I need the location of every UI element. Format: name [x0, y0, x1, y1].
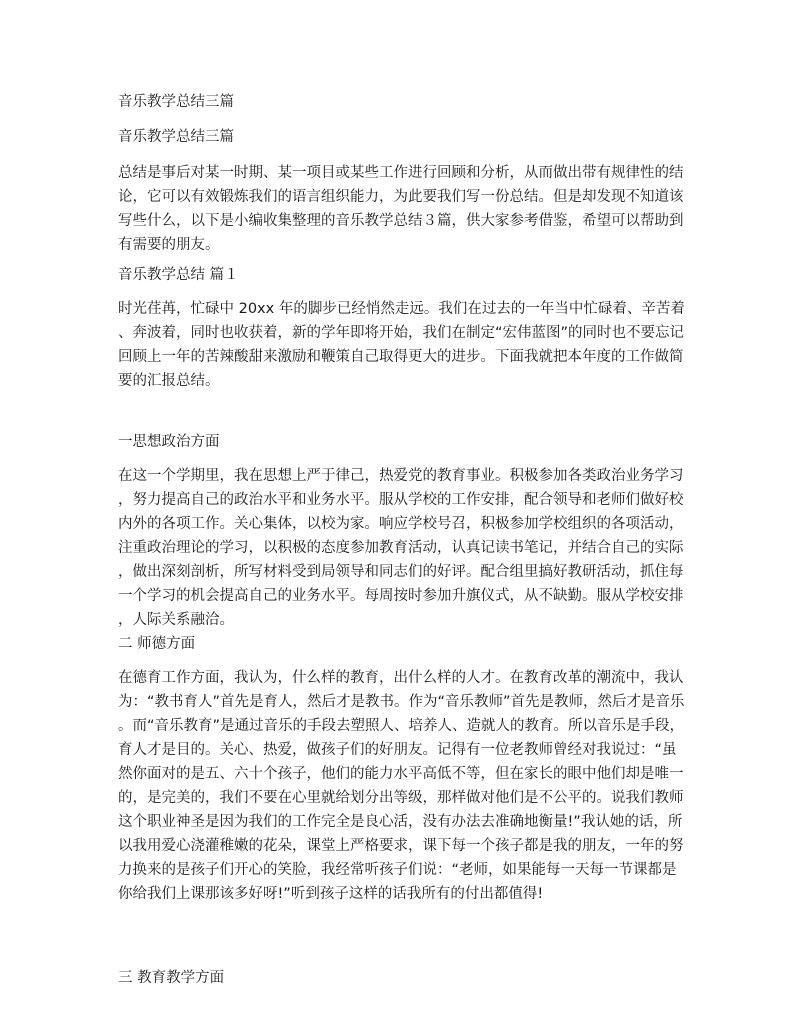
intro-line: 有需要的朋友。 [118, 237, 220, 253]
document-subtitle: 音乐教学总结三篇 [118, 129, 234, 145]
section1-line: 一个学习的机会提高自己的业务水平。每周按时参加升旗仪式，从不缺勤。服从学校安排 [118, 588, 684, 604]
section2-heading: 二 师德方面 [118, 636, 196, 652]
section1-line: 内外的各项工作。关心集体，以校为家。响应学校号召，积极参加学校组织的各项活动， [118, 516, 684, 532]
intro-line: 写些什么，以下是小编收集整理的音乐教学总结３篇，供大家参考借鉴，希望可以帮助到 [118, 213, 684, 229]
section1-line: 在这一个学期里，我在思想上严于律己，热爱党的教育事业。积极参加各类政治业务学习 [118, 468, 684, 484]
section2-line: 这个职业神圣是因为我们的工作完全是良心活，没有办法去准确地衡量!”我认她的话，所 [118, 814, 683, 830]
part1-title: 音乐教学总结 篇１ [118, 267, 239, 283]
part1-intro-line: 、奔波着，同时也收获着，新的学年即将开始，我们在制定“宏伟蓝图”的同时也不要忘记 [118, 325, 685, 341]
section1-line: ，做出深刻剖析，所写材料受到局领导和同志们的好评。配合组里搞好教研活动，抓住每 [118, 564, 684, 580]
section2-line: 。而“音乐教育”是通过音乐的手段去塑照人、培养人、造就人的教育。所以音乐是手段， [118, 718, 685, 734]
intro-line: 论，它可以有效锻炼我们的语言组织能力，为此要我们写一份总结。但是却发现不知道该 [118, 189, 684, 205]
part1-intro-line: 要的汇报总结。 [118, 373, 220, 389]
section2-line: 为：“教书育人”首先是育人，然后才是教书。作为“音乐教师”首先是教师，然后才是音乐 [118, 694, 685, 710]
section1-line: 注重政治理论的学习，以积极的态度参加教育活动，认真记读书笔记，并结合自己的实际 [118, 540, 684, 556]
part1-intro-line: 时光荏苒，忙碌中 20xx 年的脚步已经悄然走远。我们在过去的一年当中忙碌着、辛苦着 [118, 301, 685, 317]
section1-line: ，努力提高自己的政治水平和业务水平。服从学校的工作安排，配合领导和老师们做好校 [118, 492, 684, 508]
section1-line: ，人际关系融洽。 [118, 612, 234, 628]
section2-line: 育人才是目的。关心、热爱，做孩子们的好朋友。记得有一位老教师曾经对我说过：“虽 [118, 742, 677, 758]
part1-intro-line: 回顾上一年的苦辣酸甜来激励和鞭策自己取得更大的进步。下面我就把本年度的工作做简 [118, 349, 684, 365]
section3-heading: 三 教育教学方面 [118, 970, 225, 986]
intro-line: 总结是事后对某一时期、某一项目或某些工作进行回顾和分析，从而做出带有规律性的结 [118, 165, 684, 181]
document-title: 音乐教学总结三篇 [118, 94, 234, 110]
section2-line: 然你面对的是五、六十个孩子，他们的能力水平高低不等，但在家长的眼中他们却是唯一 [118, 766, 684, 782]
section2-line: 力换来的是孩子们开心的笑脸，我经常听孩子们说：“老师，如果能每一天每一节课都是 [118, 862, 677, 878]
section2-line: 在德育工作方面，我认为，什么样的教育，出什么样的人才。在教育改革的潮流中，我认 [118, 670, 684, 686]
section2-line: 的，是完美的，我们不要在心里就给划分出等级，那样做对他们是不公平的。说我们教师 [118, 790, 684, 806]
section1-heading: 一思想政治方面 [118, 434, 220, 450]
section2-line: 以我用爱心浇灌稚嫩的花朵，课堂上严格要求，课下每一个孩子都是我的朋友，一年的努 [118, 838, 684, 854]
section2-line: 你给我们上课那该多好呀!”听到孩子这样的话我所有的付出都值得! [118, 886, 544, 902]
